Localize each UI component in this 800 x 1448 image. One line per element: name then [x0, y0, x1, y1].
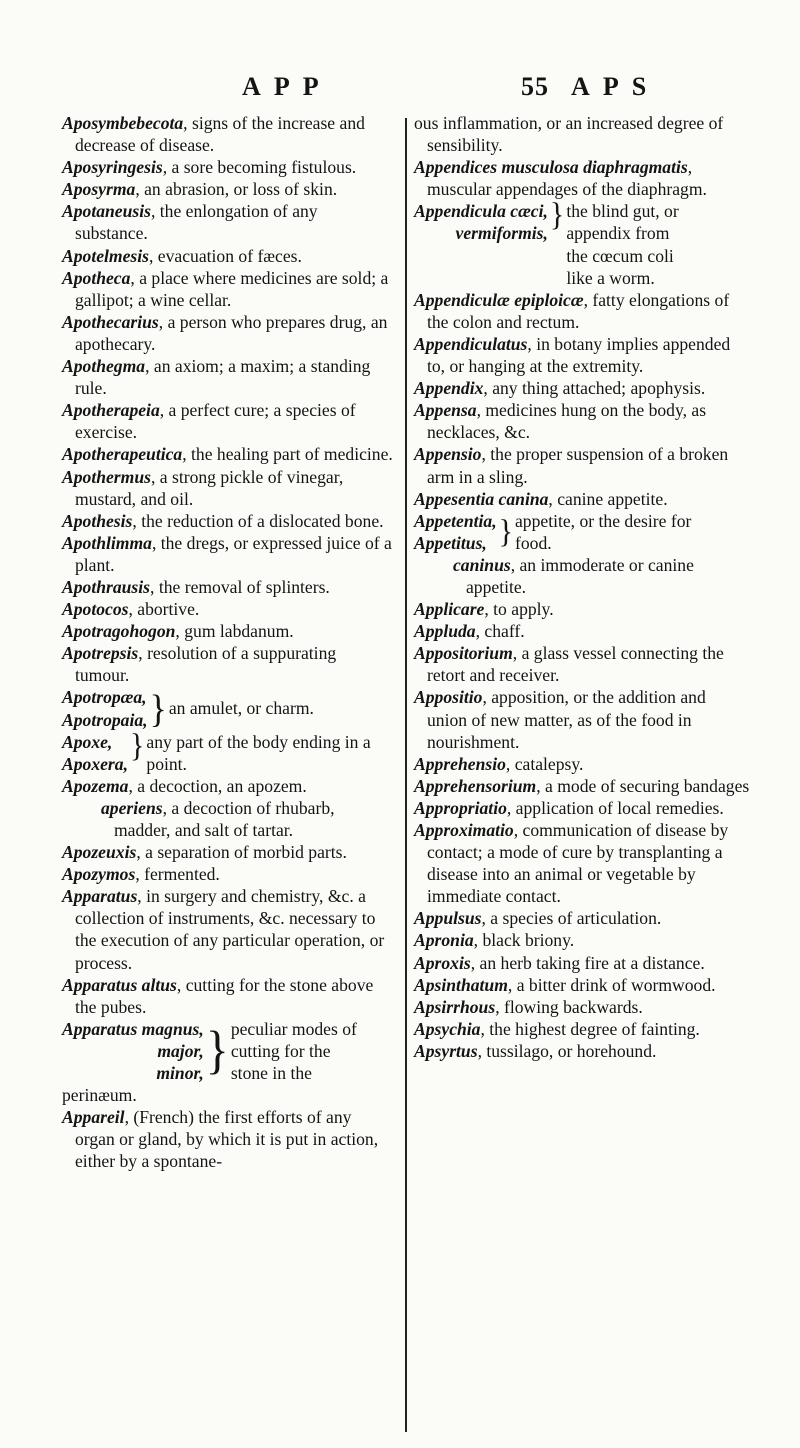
entry-definition: , an axiom; a maxim; a standing rule. — [75, 356, 371, 399]
entry-definition: , an herb taking fire at a distance. — [470, 952, 705, 973]
entry-definition: , a place where medicines are sold; a gallipot; a wine cellar. — [75, 267, 389, 310]
entry-term: Aposyrma — [62, 179, 136, 200]
entry-definition: , a decoction of rhubarb, madder, and salt of tartar. — [114, 797, 335, 840]
dictionary-entry — [414, 333, 750, 377]
header-left-guide: A P P — [242, 72, 323, 101]
entry-term: Appendicula cæci, — [414, 201, 548, 222]
entry-term: Aposymbebecota — [62, 113, 184, 133]
dictionary-entry — [414, 598, 750, 620]
entry-term: Apsinthatum — [414, 974, 508, 995]
dictionary-entry — [414, 929, 750, 951]
entry-definition: , gum labdanum. — [175, 621, 294, 642]
dictionary-entry — [414, 907, 750, 929]
entry-definition: , muscular appendages of the diaphragm. — [427, 157, 707, 200]
entry-definition: , apposition, or the addition and union of new matter, as of the food in nourishment. — [427, 687, 706, 752]
dictionary-entry — [62, 443, 393, 465]
entry-term: Appensio — [414, 444, 482, 465]
entry-term: Apparatus — [62, 886, 138, 907]
entry-term: Apotaneusis — [62, 201, 151, 222]
entry-term: Approximatio — [414, 820, 514, 840]
entry-term: Apotocos — [62, 599, 129, 620]
brace-icon: } — [205, 1021, 229, 1080]
entry-term: Apsychia — [414, 1018, 481, 1039]
dictionary-entry — [414, 488, 750, 510]
brace-icon: } — [549, 196, 565, 233]
dictionary-entry — [414, 797, 750, 819]
entry-term: Appendix — [414, 378, 484, 399]
entry-term: Apparatus magnus, — [62, 1018, 204, 1039]
dictionary-entry — [414, 686, 750, 752]
entry-term: Apparatus altus — [62, 974, 177, 995]
dictionary-entry — [62, 797, 393, 841]
entry-definition: , signs of the increase and decrease of disease. — [75, 113, 365, 156]
dictionary-entry — [62, 576, 393, 598]
entry-term: Aproxis — [414, 952, 471, 973]
entry-term: Appendiculatus — [414, 333, 528, 354]
dictionary-entry — [62, 399, 393, 443]
entry-term: Apothesis — [62, 510, 133, 531]
entry-definition: , medicines hung on the body, as necklaces, &c. — [427, 400, 707, 443]
entry-term: Apotropæa, — [62, 687, 147, 708]
entry-definition: appetite, or the desire for food. — [515, 510, 692, 553]
entry-definition: , the removal of splinters. — [150, 576, 330, 597]
entry-term: Appesentia canina — [414, 488, 549, 509]
entry-term: major, — [157, 1040, 204, 1061]
dictionary-entry — [62, 156, 393, 178]
entry-definition: , a bitter drink of wormwood. — [507, 974, 716, 995]
dictionary-entry — [62, 974, 393, 1018]
entry-term: vermiformis, — [455, 223, 548, 244]
column-divider — [405, 118, 407, 1432]
entry-definition: , the healing part of medicine. — [182, 444, 393, 465]
entry-term: Appositorium — [414, 643, 513, 664]
dictionary-entry — [414, 1018, 750, 1040]
dictionary-entry — [62, 532, 393, 576]
entry-definition: , fatty elongations of the colon and rectum. — [427, 289, 730, 332]
entry-group-apotropaea — [62, 686, 393, 730]
dictionary-entry — [414, 952, 750, 974]
entry-term: Appareil — [62, 1107, 125, 1128]
entry-continuation: perinæum. — [62, 1085, 137, 1106]
dictionary-entry — [62, 1106, 393, 1172]
entry-group-appetentia — [414, 510, 750, 554]
entry-term: Apotropaia, — [62, 709, 148, 730]
entry-definition: , to apply. — [484, 599, 554, 620]
entry-term: Apprehensorium — [414, 775, 537, 796]
entry-term: Appendices musculosa diaphragmatis — [414, 157, 688, 178]
entry-definition: , the proper suspension of a broken arm in a sling. — [427, 444, 729, 487]
dictionary-entry — [62, 355, 393, 399]
entry-term: Appulsus — [414, 908, 482, 929]
entry-term: Applicare — [414, 599, 485, 620]
entry-term: Apozeuxis — [62, 842, 137, 863]
entry-term: Apothermus — [62, 466, 151, 487]
entry-definition: , cutting for the stone above the pubes. — [75, 974, 374, 1017]
entry-group-appendicula — [414, 196, 750, 288]
entry-term: Appetentia, — [414, 510, 497, 531]
entry-term: Appropriatio — [414, 797, 507, 818]
entry-definition: , a sore becoming fistulous. — [162, 157, 357, 178]
dictionary-entry — [414, 289, 750, 333]
entry-term: Apozema — [62, 775, 129, 796]
entry-term: Apprehensio — [414, 753, 506, 774]
entry-definition: , a person who prepares drug, an apothecary. — [75, 311, 388, 354]
dictionary-entry — [62, 598, 393, 620]
entry-term: minor, — [156, 1063, 204, 1084]
entry-term: Apronia — [414, 930, 474, 951]
entry-term: Apothegma — [62, 356, 146, 377]
dictionary-entry — [62, 267, 393, 311]
entry-definition: , a glass vessel connecting the retort and receiver. — [427, 643, 724, 686]
dictionary-entry — [62, 200, 393, 244]
dictionary-entry — [62, 885, 393, 973]
entry-definition: , a species of articulation. — [481, 908, 662, 929]
entry-definition: , a strong pickle of vinegar, mustard, and oil. — [75, 466, 344, 509]
brace-icon: } — [149, 686, 167, 731]
entry-definition: any part of the body ending in a point. — [146, 731, 371, 774]
dictionary-entry — [414, 156, 750, 200]
entry-definition: ous inflammation, or an increased degree of sensibility. — [414, 113, 724, 156]
entry-definition: , an abrasion, or loss of skin. — [135, 179, 338, 200]
left-column — [62, 112, 393, 1173]
entry-term: Apothecarius — [62, 311, 159, 332]
entry-term: Apsirrhous — [414, 996, 496, 1017]
dictionary-entry — [414, 974, 750, 996]
entry-group-apparatus-magnus — [62, 1018, 393, 1084]
entry-definition: , tussilago, or horehound. — [477, 1040, 657, 1061]
dictionary-entry — [62, 245, 393, 267]
entry-term: Appetitus, — [414, 532, 487, 553]
entry-term: Appensa — [414, 400, 477, 421]
dictionary-entry — [62, 620, 393, 642]
dictionary-entry — [414, 775, 750, 797]
entry-definition: the blind gut, or appendix from the cœcum coli like a worm. — [566, 201, 679, 288]
right-column — [414, 112, 750, 1062]
entry-term: aperiens — [101, 797, 163, 818]
entry-group-apoxe — [62, 726, 393, 775]
dictionary-entry — [62, 510, 393, 532]
entry-term: Appositio — [414, 687, 483, 708]
entry-definition: , abortive. — [128, 599, 200, 620]
entry-term: Apozymos — [62, 864, 136, 885]
entry-definition: , a mode of securing bandages — [536, 775, 750, 796]
entry-term: Apotragohogon — [62, 621, 176, 642]
dictionary-entry — [414, 1040, 750, 1062]
entry-definition: , a perfect cure; a species of exercise. — [75, 400, 356, 443]
dictionary-entry — [414, 554, 750, 598]
header-right-guide: A P S — [571, 72, 651, 101]
dictionary-entry — [414, 443, 750, 487]
dictionary-entry — [414, 377, 750, 399]
dictionary-entry — [62, 642, 393, 686]
entry-term: Apotelmesis — [62, 245, 149, 266]
dictionary-entry — [62, 311, 393, 355]
entry-definition: , flowing backwards. — [495, 996, 643, 1017]
dictionary-entry — [414, 642, 750, 686]
entry-term: Apotheca — [62, 267, 131, 288]
dictionary-entry — [62, 112, 393, 156]
entry-term: Apoxe, — [62, 731, 113, 752]
entry-definition: , in surgery and chemistry, &c. a collection of instruments, &c. necessary to the execution of any particular operation, or process. — [75, 886, 385, 973]
entry-definition: , an immoderate or canine appetite. — [466, 554, 694, 597]
entry-term: Appendiculæ epiploicæ — [414, 289, 584, 310]
entry-definition: , the dregs, or expressed juice of a plant. — [75, 532, 392, 575]
entry-definition: , canine appetite. — [548, 488, 668, 509]
brace-icon: } — [129, 726, 145, 764]
dictionary-entry — [414, 996, 750, 1018]
dictionary-entry — [62, 775, 393, 797]
entry-definition: , communication of disease by contact; a mode of cure by transplanting a disease into an animal or vegetable by immediate contact. — [427, 820, 729, 907]
dictionary-entry — [62, 178, 393, 200]
entry-definition: , fermented. — [135, 864, 220, 885]
entry-definition: , (French) the first efforts of any organ or gland, by which it is put in action, either by a spontane- — [75, 1107, 379, 1172]
entry-term: Apsyrtus — [414, 1040, 478, 1061]
entry-term: caninus — [453, 554, 511, 575]
dictionary-entry — [414, 399, 750, 443]
entry-definition: , application of local remedies. — [506, 797, 724, 818]
entry-definition: peculiar modes of cutting for the stone in the — [230, 1018, 357, 1084]
entry-definition: , the enlongation of any substance. — [75, 201, 318, 244]
dictionary-entry — [62, 841, 393, 863]
dictionary-entry — [414, 753, 750, 775]
entry-definition: , a decoction, an apozem. — [128, 775, 307, 796]
entry-term: Apothrausis — [62, 576, 151, 597]
entry-definition: , the reduction of a dislocated bone. — [132, 510, 384, 531]
entry-term: Apothlimma — [62, 532, 152, 553]
entry-term: Appluda — [414, 621, 476, 642]
entry-definition: , in botany implies appended to, or hanging at the extremity. — [427, 333, 731, 377]
entry-term: Aposyringesis — [62, 157, 163, 178]
entry-definition: , black briony. — [473, 930, 575, 951]
entry-definition: , any thing attached; apophysis. — [483, 378, 706, 399]
entry-term: Apotherapeia — [62, 400, 160, 421]
entry-definition: , chaff. — [475, 621, 525, 642]
entry-definition: , a separation of morbid parts. — [136, 842, 347, 863]
entry-definition: , catalepsy. — [505, 753, 584, 774]
entry-term: Apotrepsis — [62, 643, 139, 664]
entry-continuation — [414, 112, 750, 156]
dictionary-entry — [62, 466, 393, 510]
dictionary-entry — [414, 819, 750, 907]
entry-definition: an amulet, or charm. — [168, 698, 314, 719]
entry-definition: , resolution of a suppurating tumour. — [75, 643, 337, 686]
dictionary-entry — [62, 863, 393, 885]
entry-definition: , the highest degree of fainting. — [480, 1018, 700, 1039]
entry-definition: , evacuation of fæces. — [149, 245, 302, 266]
entry-term: Apoxera, — [62, 753, 128, 774]
page-number: 55 — [521, 72, 549, 101]
dictionary-entry — [414, 620, 750, 642]
entry-term: Apotherapeutica — [62, 444, 183, 465]
brace-icon: } — [498, 513, 513, 550]
